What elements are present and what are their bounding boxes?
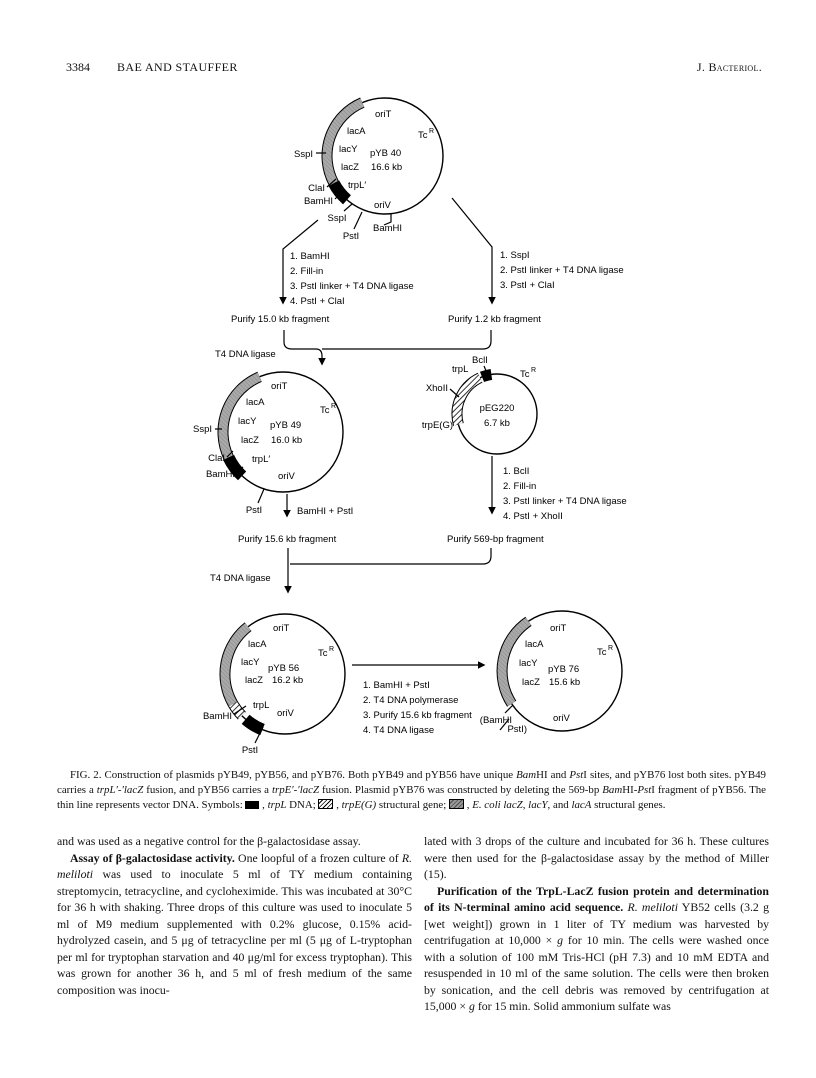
ligase-1-label: T4 DNA ligase	[215, 349, 276, 360]
species-name: R. meliloti	[57, 850, 412, 881]
peg220-trpl-label: trpL	[452, 364, 469, 375]
pyb40-sspi-bottom-label: SspI	[327, 213, 347, 224]
ligase-2-label: T4 DNA ligase	[210, 573, 271, 584]
conversion-step-4: 4. T4 DNA ligase	[363, 725, 435, 736]
plasmid-pyb40	[294, 98, 443, 242]
pyb40-lacy-label: lacY	[339, 144, 358, 155]
pyb76-psti-label: PstI)	[507, 724, 527, 735]
pyb49-size: 16.0 kb	[271, 435, 303, 446]
pyb49-bamhi-label: BamHI	[205, 469, 235, 480]
pyb49-oriv-label: oriV	[278, 471, 295, 482]
pyb56-trpl-box	[246, 719, 263, 729]
pyb40-bamhi-bottom-label: BamHI	[373, 223, 403, 234]
trpeg-gene-symbol	[318, 799, 333, 809]
digest-left-step-2: 2. Fill-in	[290, 266, 324, 277]
peg220-name: pEG220	[479, 403, 515, 414]
caption-seg: Pst	[569, 768, 584, 781]
peg220-digest	[447, 456, 627, 545]
plasmid-pyb56	[203, 614, 345, 756]
conversion-step-3: 3. Purify 15.6 kb fragment	[363, 710, 472, 721]
gravity-g: g	[469, 999, 475, 1013]
peg220-trpeg-band	[457, 378, 480, 425]
caption-seg: ,	[522, 798, 529, 811]
caption-seg: fusion. Plasmid pYB76 was constructed by deleting the 569-bp	[319, 783, 603, 796]
pyb49-digest-label: BamHI + PstI	[297, 506, 354, 517]
ligation-2-connector	[210, 548, 491, 592]
pyb40-laca-label: lacA	[347, 126, 366, 137]
pyb76-lacz-label: lacZ	[522, 677, 540, 688]
pyb56-trpl-label: trpL	[253, 700, 270, 711]
peg220-digest-step-2: 2. Fill-in	[503, 481, 537, 492]
caption-seg: fusion, and pYB56 carries a	[143, 783, 272, 796]
pyb56-size: 16.2 kb	[272, 675, 304, 686]
caption-seg: HI and	[536, 768, 570, 781]
assay-text: was used to inoculate 5 ml of TY medium containing streptomycin, tetracycline, and cycloheximide. This was incubated at 30°C for 36 h with shaking. Three drops of this culture was used to inoculate 5 ml of M9 medium supplemented with 0.2% glucose, 0.15% acid-hydrolyzed casein, and 5 μg of tetracycline per ml (5 μg of L-tryptophan per ml for tryptophan starvation and 40 μg/ml for excess tryptophan). This was grown for another 36 h, and 5 ml of fresh medium of the same composition was inocu-	[57, 867, 412, 997]
pyb49-lacy-label: lacY	[238, 416, 257, 427]
digest-right-step-2: 2. PstI linker + T4 DNA ligase	[500, 265, 624, 276]
peg220-digest-step-4: 4. PstI + XhoII	[503, 511, 563, 522]
peg220-tcr-sup: R	[531, 367, 537, 374]
pyb76-laca-label: lacA	[525, 639, 544, 650]
assay-heading: Assay of β-galactosidase activity.	[70, 850, 235, 865]
running-title: BAE AND STAUFFER	[117, 60, 238, 74]
page-number: 3384	[66, 60, 90, 74]
digest-right-result: Purify 1.2 kb fragment	[448, 314, 541, 325]
pyb49-orit-label: oriT	[271, 381, 288, 392]
pyb40-orit-label: oriT	[375, 109, 392, 120]
peg220-size: 6.7 kb	[484, 418, 510, 429]
pyb56-psti-label: PstI	[241, 745, 259, 756]
plasmid-peg220	[422, 355, 537, 454]
purification-text: YB52 cells (3.2 g [wet weight]) grown in 1 liter of TY medium was harvested by centrifugation at 10,000 ×	[424, 900, 769, 947]
pyb49-psti-label: PstI	[245, 505, 263, 516]
pyb76-tcr-label: Tc	[597, 647, 607, 658]
purification-heading: Purification of the TrpL-LacZ fusion protein and determination of its N-terminal amino acid sequence.	[424, 883, 769, 914]
pyb40-psti-label: PstI	[342, 231, 360, 242]
pyb49-tcr-sup: R	[331, 403, 337, 410]
pyb40-clai-label: ClaI	[308, 183, 325, 194]
pyb56-oriv-label: oriV	[277, 708, 294, 719]
pyb49-laca-label: lacA	[246, 397, 265, 408]
lac-genes-symbol	[449, 799, 464, 809]
pyb76-bamhi-label: (BamHI	[479, 715, 512, 726]
pyb56-lacz-label: lacZ	[245, 675, 263, 686]
pyb76-name: pYB 76	[548, 664, 580, 675]
running-header	[0, 60, 816, 78]
pyb49-name: pYB 49	[270, 420, 302, 431]
pyb49-digest-result: Purify 15.6 kb fragment	[238, 534, 337, 545]
caption-seg: I fragment of pYB56. The thin line represents vector DNA. Symbols:	[57, 783, 766, 811]
caption-seg: structural genes.	[591, 798, 666, 811]
pyb49-digest	[238, 494, 353, 545]
pyb49-lacz-label: lacZ	[241, 435, 259, 446]
purification-text: for 10 min. The cells were washed once with a solution of 100 mM Tris-HCl (pH 7.3) and 10 mM EDTA and resuspended in 10 ml of the same solution. The cells were then broken by sonication, and the cell debris was removed by centrifugation at 15,000 ×	[424, 933, 769, 1013]
digest-left-result: Purify 15.0 kb fragment	[231, 314, 330, 325]
caption-seg: Pst	[637, 783, 652, 796]
figure-2-plasmid-construction-diagram	[0, 88, 816, 756]
caption-seg: trpE(G)	[341, 798, 377, 811]
conversion-step-2: 2. T4 DNA polymerase	[363, 695, 459, 706]
peg220-digest-step-3: 3. PstI linker + T4 DNA ligase	[503, 496, 627, 507]
pyb76-lacy-label: lacY	[519, 658, 538, 669]
conversion-arrow	[352, 665, 484, 736]
conversion-step-1: 1. BamHI + PstI	[363, 680, 430, 691]
pyb40-size: 16.6 kb	[371, 162, 403, 173]
pyb40-tcr-sup: R	[429, 128, 435, 135]
pyb40-sspi-left-label: SspI	[293, 149, 313, 160]
pyb76-oriv-label: oriV	[553, 713, 570, 724]
digest-right-branch	[448, 198, 624, 325]
pyb40-oriv-label: oriV	[374, 200, 391, 211]
pyb76-tcr-sup: R	[608, 645, 614, 652]
caption-seg: lacY	[528, 798, 548, 811]
gravity-g: g	[557, 933, 564, 947]
caption-seg: Bam	[602, 783, 623, 796]
pyb49-tcr-label: Tc	[320, 405, 330, 416]
digest-left-step-1: 1. BamHI	[290, 251, 330, 262]
peg220-tcr-label: Tc	[520, 369, 530, 380]
plasmid-pyb49	[193, 372, 343, 516]
caption-seg: trpL′-′lacZ	[96, 783, 144, 796]
peg220-trpeg-label: trpE(G)	[421, 420, 453, 431]
pyb56-laca-label: lacA	[248, 639, 267, 650]
purification-text: for 15 min. Solid ammonium sulfate was	[474, 999, 671, 1013]
caption-seg: structural gene;	[376, 798, 450, 811]
pyb76-size: 15.6 kb	[549, 677, 581, 688]
digest-left-step-4: 4. PstI + ClaI	[290, 296, 345, 307]
digest-left-branch	[231, 220, 414, 325]
paragraph-continuation: lated with 3 drops of the culture and incubated for 36 h. These cultures were then used for the β-galactosidase assay by the method of Miller (15).	[424, 834, 769, 881]
peg220-xhoii-label: XhoII	[425, 383, 448, 394]
pyb76-orit-label: oriT	[550, 623, 567, 634]
pyb56-orit-label: oriT	[273, 623, 290, 634]
pyb40-tcr-label: Tc	[418, 130, 428, 141]
trpl-dna-symbol	[245, 801, 259, 809]
right-column	[424, 833, 769, 1015]
pyb40-trpl-box	[334, 183, 347, 200]
caption-seg: DNA;	[286, 798, 319, 811]
caption-seg: , and	[547, 798, 572, 811]
paragraph-assay	[57, 850, 412, 999]
caption-seg: trpE′-′lacZ	[271, 783, 320, 796]
pyb49-sspi-label: SspI	[192, 424, 212, 435]
body-text	[57, 833, 769, 1015]
pyb56-name: pYB 56	[268, 663, 300, 674]
peg220-trpl-box	[482, 374, 491, 377]
caption-seg: HI-	[622, 783, 638, 796]
pyb56-bamhi-label: BamHI	[202, 711, 232, 722]
caption-seg: ,	[333, 798, 342, 811]
pyb40-trpl-label: trpL′	[348, 180, 367, 191]
caption-seg: lacA	[571, 798, 592, 811]
ligation-1-connector	[215, 330, 491, 364]
pyb56-tcr-sup: R	[329, 646, 335, 653]
journal-name: J. Bacteriol.	[696, 60, 762, 74]
caption-seg: trpL	[267, 798, 287, 811]
left-column	[57, 833, 412, 1015]
paragraph-purification	[424, 883, 769, 1015]
peg220-digest-result: Purify 569-bp fragment	[447, 534, 544, 545]
pyb40-lacz-label: lacZ	[341, 162, 359, 173]
pyb40-name: pYB 40	[370, 148, 402, 159]
peg220-bcli-label: BclI	[472, 355, 488, 366]
digest-right-step-1: 1. SspI	[500, 250, 530, 261]
species-name: R. meliloti	[623, 900, 678, 914]
caption-seg: Bam	[516, 768, 537, 781]
caption-seg: I sites, and pYB76 lost both sites. pYB49 carries a	[57, 768, 766, 796]
caption-seg: E. coli lacZ	[472, 798, 523, 811]
pyb49-trpl-label: trpL′	[252, 454, 271, 465]
caption-seg: ,	[464, 798, 473, 811]
assay-text: One loopful of a frozen culture of	[234, 850, 402, 865]
paragraph-continuation: and was used as a negative control for the β-galactosidase assay.	[57, 834, 361, 848]
peg220-digest-step-1: 1. BclI	[503, 466, 530, 477]
plasmid-pyb76	[480, 611, 622, 735]
figure-caption	[57, 768, 766, 813]
caption-seg: ,	[259, 798, 268, 811]
pyb56-lacy-label: lacY	[241, 657, 260, 668]
pyb49-clai-label: ClaI	[208, 453, 225, 464]
pyb56-tcr-label: Tc	[318, 648, 328, 659]
digest-left-step-3: 3. PstI linker + T4 DNA ligase	[290, 281, 414, 292]
caption-seg: FIG. 2. Construction of plasmids pYB49, pYB56, and pYB76. Both pYB49 and pYB56 have unique	[70, 768, 517, 781]
pyb40-bamhi-left-label: BamHI	[303, 196, 333, 207]
digest-right-step-3: 3. PstI + ClaI	[500, 280, 555, 291]
